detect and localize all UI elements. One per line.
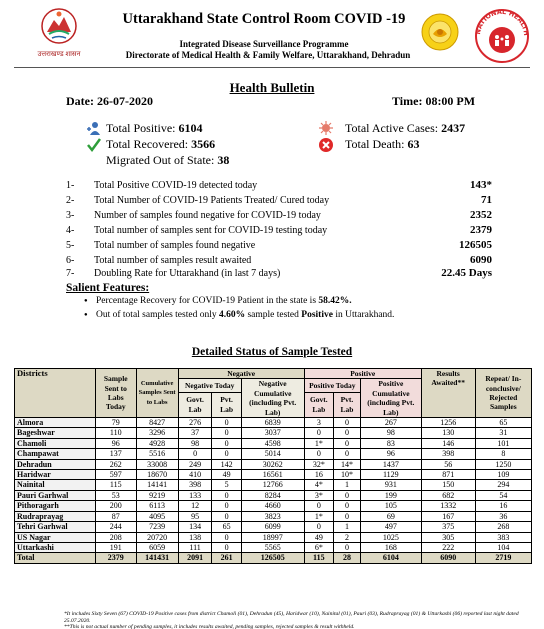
table-cell: 931 [360, 480, 421, 490]
table-cell: 104 [475, 542, 531, 552]
table-cell: 137 [96, 449, 137, 459]
table-cell: 191 [96, 542, 137, 552]
table-cell: 2 [333, 532, 360, 542]
table-cell: 12 [178, 501, 212, 511]
district-name: Tehri Garhwal [15, 522, 96, 532]
list-item-value: 126505 [459, 239, 492, 251]
list-item-text: Total Number of COVID-19 Patients Treated/ Cured today [94, 195, 330, 206]
table-cell: 65 [475, 418, 531, 428]
table-cell: 6099 [241, 522, 304, 532]
table-cell: 138 [178, 532, 212, 542]
table-cell: 16561 [241, 470, 304, 480]
table-cell: 0 [304, 428, 333, 438]
total-death-label: Total Death: [345, 137, 405, 151]
table-cell: 54 [475, 490, 531, 500]
list-item-text: Total number of samples sent for COVID-19 testing today [94, 225, 328, 236]
bullet-bold-text: Positive [301, 310, 333, 320]
table-cell: 49 [304, 532, 333, 542]
table-cell: 497 [360, 522, 421, 532]
table-row [15, 438, 532, 448]
table-cell: 1* [304, 438, 333, 448]
table-cell: 6113 [136, 501, 178, 511]
table-cell: 276 [178, 418, 212, 428]
table-row [15, 511, 532, 521]
table-cell: 109 [475, 470, 531, 480]
table-cell: 3823 [241, 511, 304, 521]
table-cell: 6* [304, 542, 333, 552]
header-pos-govt-lab: Govt. Lab [304, 392, 333, 417]
positivity-percent: 4.60% [218, 310, 246, 320]
table-cell: 5 [212, 480, 241, 490]
footnote-2: **This is not actual number of pending samples, it includes results awaited, pending samples, rejected samples & result withheld. [64, 624, 355, 629]
table-cell: 141431 [136, 553, 178, 563]
table-cell: 0 [212, 428, 241, 438]
table-cell: 98 [360, 428, 421, 438]
checkmark-icon [86, 137, 102, 153]
table-cell: 383 [475, 532, 531, 542]
bullet-text: sample tested [245, 310, 302, 320]
list-item-value: 2379 [470, 224, 492, 236]
table-cell: 0 [333, 418, 360, 428]
table-cell: 5516 [136, 449, 178, 459]
table-row [15, 449, 532, 459]
table-cell: 53 [96, 490, 137, 500]
salient-features-title: Salient Features: [66, 282, 150, 294]
table-cell: 3296 [136, 428, 178, 438]
table-cell: 2719 [475, 553, 531, 563]
directorate: Directorate of Medical Health & Family Welfare, Uttarakhand, Dehradun [125, 50, 411, 60]
table-cell: 1025 [360, 532, 421, 542]
table-cell: 0 [212, 449, 241, 459]
list-item-number: 6- [66, 255, 75, 266]
bulletin-title: Health Bulletin [229, 80, 315, 95]
table-cell: 8 [475, 449, 531, 459]
district-name: Chamoli [15, 438, 96, 448]
nhm-logo [470, 4, 534, 64]
table-cell: 4660 [241, 501, 304, 511]
table-cell: 28 [333, 553, 360, 563]
table-cell: 398 [421, 449, 475, 459]
table-cell: 871 [421, 470, 475, 480]
table-cell: 133 [178, 490, 212, 500]
table-cell: 0 [212, 532, 241, 542]
table-cell: 95 [178, 511, 212, 521]
table-cell: 0 [333, 438, 360, 448]
list-item-value: 6090 [470, 254, 492, 266]
table-cell: 222 [421, 542, 475, 552]
list-item-text: Total number of samples found negative [94, 240, 256, 251]
total-recovered-value: 3566 [191, 137, 216, 151]
table-cell: 2379 [96, 553, 137, 563]
table-cell: 0 [333, 428, 360, 438]
table-row [15, 459, 532, 469]
list-item-text: Total number of samples result awaited [94, 255, 252, 266]
district-name: Champawat [15, 449, 96, 459]
table-cell: 200 [96, 501, 137, 511]
bulletin-date: Date: 26-07-2020 [66, 94, 153, 108]
list-item-number: 5- [66, 240, 75, 251]
header-negative-today: Negative Today [178, 379, 241, 392]
table-cell: 98 [178, 438, 212, 448]
district-name: Rudraprayag [15, 511, 96, 521]
recovery-percent: 58.42%. [318, 296, 352, 306]
table-cell: 134 [178, 522, 212, 532]
district-name: Total [15, 553, 96, 563]
district-name: Almora [15, 418, 96, 428]
table-cell: 208 [96, 532, 137, 542]
total-recovered-label: Total Recovered: [106, 137, 189, 151]
table-cell: 126505 [241, 553, 304, 563]
table-cell: 101 [475, 438, 531, 448]
table-cell: 167 [421, 511, 475, 521]
table-cell: 0 [212, 511, 241, 521]
table-cell: 1 [333, 480, 360, 490]
bullet-text: Percentage Recovery for COVID-19 Patient in the state is [96, 296, 319, 306]
table-cell: 249 [178, 459, 212, 469]
table-cell: 267 [360, 418, 421, 428]
list-item-text: Doubling Rate for Uttarakhand (in last 7 days) [94, 268, 281, 279]
table-cell: 1256 [421, 418, 475, 428]
table-row [15, 501, 532, 511]
table-cell: 0 [212, 501, 241, 511]
table-cell: 0 [304, 522, 333, 532]
table-cell: 49 [212, 470, 241, 480]
table-cell: 199 [360, 490, 421, 500]
header-negative: Negative [178, 369, 304, 379]
table-cell: 1129 [360, 470, 421, 480]
table-cell: 597 [96, 470, 137, 480]
table-cell: 8427 [136, 418, 178, 428]
header-results-awaited: Results Awaited** [421, 369, 475, 418]
list-item-number: 4- [66, 225, 75, 236]
logo-caption: उत्तराखण्ड शासन [37, 50, 81, 58]
table-cell: 682 [421, 490, 475, 500]
table-cell: 0 [212, 418, 241, 428]
table-cell: 0 [212, 438, 241, 448]
district-name: Pithoragarh [15, 501, 96, 511]
table-cell: 6839 [241, 418, 304, 428]
table-cell: 0 [333, 511, 360, 521]
table-cell: 0 [333, 449, 360, 459]
table-row [15, 532, 532, 542]
table-row [15, 470, 532, 480]
table-cell: 1437 [360, 459, 421, 469]
list-item-value: 143* [470, 179, 492, 191]
header-neg-govt-lab: Govt. Lab [178, 392, 212, 417]
header-districts: Districts [15, 369, 96, 418]
total-positive-label: Total Positive: [106, 121, 176, 135]
table-cell: 261 [212, 553, 241, 563]
salient-bullet-recovery [96, 296, 352, 306]
table-cell: 14141 [136, 480, 178, 490]
table-row [15, 428, 532, 438]
total-recovered-stat [106, 137, 215, 152]
table-cell: 37 [178, 428, 212, 438]
table-cell: 30262 [241, 459, 304, 469]
district-name: Haridwar [15, 470, 96, 480]
table-cell: 0 [304, 501, 333, 511]
header-pos-pvt-lab: Pvt. Lab [333, 392, 360, 417]
virus-icon [318, 120, 334, 136]
table-cell: 83 [360, 438, 421, 448]
list-item-number: 7- [66, 268, 75, 279]
table-cell: 6059 [136, 542, 178, 552]
table-cell: 262 [96, 459, 137, 469]
header-positive-today: Positive Today [304, 379, 360, 392]
nhm-text: NATIONAL HEALTH [473, 7, 531, 37]
table-cell: 305 [421, 532, 475, 542]
table-cell: 375 [421, 522, 475, 532]
uttarakhand-govt-logo [14, 4, 104, 62]
migrated-label: Migrated Out of State: [106, 153, 215, 167]
salient-bullet-positivity [96, 310, 394, 320]
emblem-logo [420, 12, 460, 52]
table-cell: 244 [96, 522, 137, 532]
table-cell: 110 [96, 428, 137, 438]
header-positive-cumulative: Positive Cumulative (including Pvt. Lab) [360, 379, 421, 418]
table-cell: 10* [333, 470, 360, 480]
table-cell: 7239 [136, 522, 178, 532]
table-cell: 36 [475, 511, 531, 521]
total-death-stat [345, 137, 419, 152]
header [0, 0, 544, 66]
list-item-number: 2- [66, 195, 75, 206]
subtitle: Integrated Disease Surveillance Programme [179, 39, 349, 49]
add-person-icon [86, 120, 102, 136]
active-cases-stat [345, 121, 465, 136]
table-cell: 130 [421, 428, 475, 438]
table-cell: 142 [212, 459, 241, 469]
list-item-number: 1- [66, 180, 75, 191]
table-total-row [15, 553, 532, 563]
table-cell: 1* [304, 511, 333, 521]
header-repeat: Repeat/ In-conclusive/ Rejected Samples [475, 369, 531, 418]
table-cell: 69 [360, 511, 421, 521]
table-row [15, 480, 532, 490]
table-cell: 1250 [475, 459, 531, 469]
total-positive-value: 6104 [178, 121, 203, 135]
bullet-text: in Uttarakhand. [332, 310, 395, 320]
samples-table [14, 368, 532, 564]
table-row [15, 522, 532, 532]
list-item-value: 2352 [470, 209, 492, 221]
migrated-value: 38 [217, 153, 230, 167]
table-cell: 56 [421, 459, 475, 469]
list-item-number: 3- [66, 210, 75, 221]
table-cell: 111 [178, 542, 212, 552]
table-cell: 18670 [136, 470, 178, 480]
table-cell: 9219 [136, 490, 178, 500]
table-cell: 12766 [241, 480, 304, 490]
district-name: US Nagar [15, 532, 96, 542]
header-cumulative-sent: Cumulative Samples Sent to Labs [136, 369, 178, 418]
list-item-value: 71 [481, 194, 492, 206]
header-neg-pvt-lab: Pvt. Lab [212, 392, 241, 417]
table-cell: 16 [304, 470, 333, 480]
table-cell: 4928 [136, 438, 178, 448]
table-cell: 96 [96, 438, 137, 448]
district-name: Dehradun [15, 459, 96, 469]
table-cell: 1332 [421, 501, 475, 511]
table-cell: 8284 [241, 490, 304, 500]
table-cell: 6104 [360, 553, 421, 563]
table-cell: 294 [475, 480, 531, 490]
table-cell: 20720 [136, 532, 178, 542]
table-cell: 115 [304, 553, 333, 563]
total-positive-stat [106, 121, 203, 136]
table-cell: 146 [421, 438, 475, 448]
table-cell: 115 [96, 480, 137, 490]
district-name: Pauri Garhwal [15, 490, 96, 500]
footnote-1: *It includes Sixty Seven (67) COVID-19 Positive cases from district Chamoli (01), Dehradun (45), Haridwar (10), Nainital (01), Pauri (03), Rudraprayag (01) & Uttarkashi (06) reported last night dated 25.07.2020. [64, 611, 519, 625]
table-cell: 4095 [136, 511, 178, 521]
table-cell: 6090 [421, 553, 475, 563]
table-cell: 0 [304, 449, 333, 459]
table-cell: 87 [96, 511, 137, 521]
header-sent-today: Sample Sent to Labs Today [96, 369, 137, 418]
table-cell: 268 [475, 522, 531, 532]
table-cell: 79 [96, 418, 137, 428]
cross-circle-icon [318, 137, 334, 153]
table-cell: 0 [212, 542, 241, 552]
table-cell: 2091 [178, 553, 212, 563]
table-cell: 3037 [241, 428, 304, 438]
table-row [15, 490, 532, 500]
table-cell: 33008 [136, 459, 178, 469]
table-cell: 0 [333, 490, 360, 500]
district-name: Bageshwar [15, 428, 96, 438]
table-cell: 1 [333, 522, 360, 532]
list-item-text: Number of samples found negative for COVID-19 today [94, 210, 321, 221]
table-cell: 105 [360, 501, 421, 511]
table-cell: 14* [333, 459, 360, 469]
table-cell: 65 [212, 522, 241, 532]
table-cell: 5565 [241, 542, 304, 552]
table-cell: 0 [178, 449, 212, 459]
header-positive: Positive [304, 369, 421, 379]
table-cell: 168 [360, 542, 421, 552]
list-item-text: Total Positive COVID-19 detected today [94, 180, 258, 191]
table-cell: 5014 [241, 449, 304, 459]
table-cell: 31 [475, 428, 531, 438]
table-cell: 0 [333, 542, 360, 552]
header-divider [14, 67, 530, 68]
bullet-text: Out of total samples tested only [96, 310, 219, 320]
table-cell: 3 [304, 418, 333, 428]
migrated-stat [106, 153, 229, 168]
table-cell: 3* [304, 490, 333, 500]
table-cell: 0 [212, 490, 241, 500]
table-cell: 410 [178, 470, 212, 480]
table-cell: 18997 [241, 532, 304, 542]
district-name: Nainital [15, 480, 96, 490]
header-negative-cumulative: Negative Cumulative (including Pvt. Lab) [241, 379, 304, 418]
page-title: Uttarakhand State Control Room COVID -19 [122, 11, 406, 27]
table-cell: 32* [304, 459, 333, 469]
table-title: Detailed Status of Sample Tested [191, 346, 353, 358]
active-cases-label: Total Active Cases: [345, 121, 439, 135]
district-name: Uttarkashi [15, 542, 96, 552]
bulletin-time: Time: 08:00 PM [392, 94, 476, 108]
table-cell: 4598 [241, 438, 304, 448]
table-cell: 150 [421, 480, 475, 490]
table-cell: 4* [304, 480, 333, 490]
table-row [15, 542, 532, 552]
list-item-value: 22.45 Days [441, 267, 492, 279]
total-death-value: 63 [407, 137, 420, 151]
active-cases-value: 2437 [441, 121, 466, 135]
table-cell: 96 [360, 449, 421, 459]
table-cell: 0 [333, 501, 360, 511]
table-cell: 398 [178, 480, 212, 490]
table-cell: 16 [475, 501, 531, 511]
table-row [15, 418, 532, 428]
